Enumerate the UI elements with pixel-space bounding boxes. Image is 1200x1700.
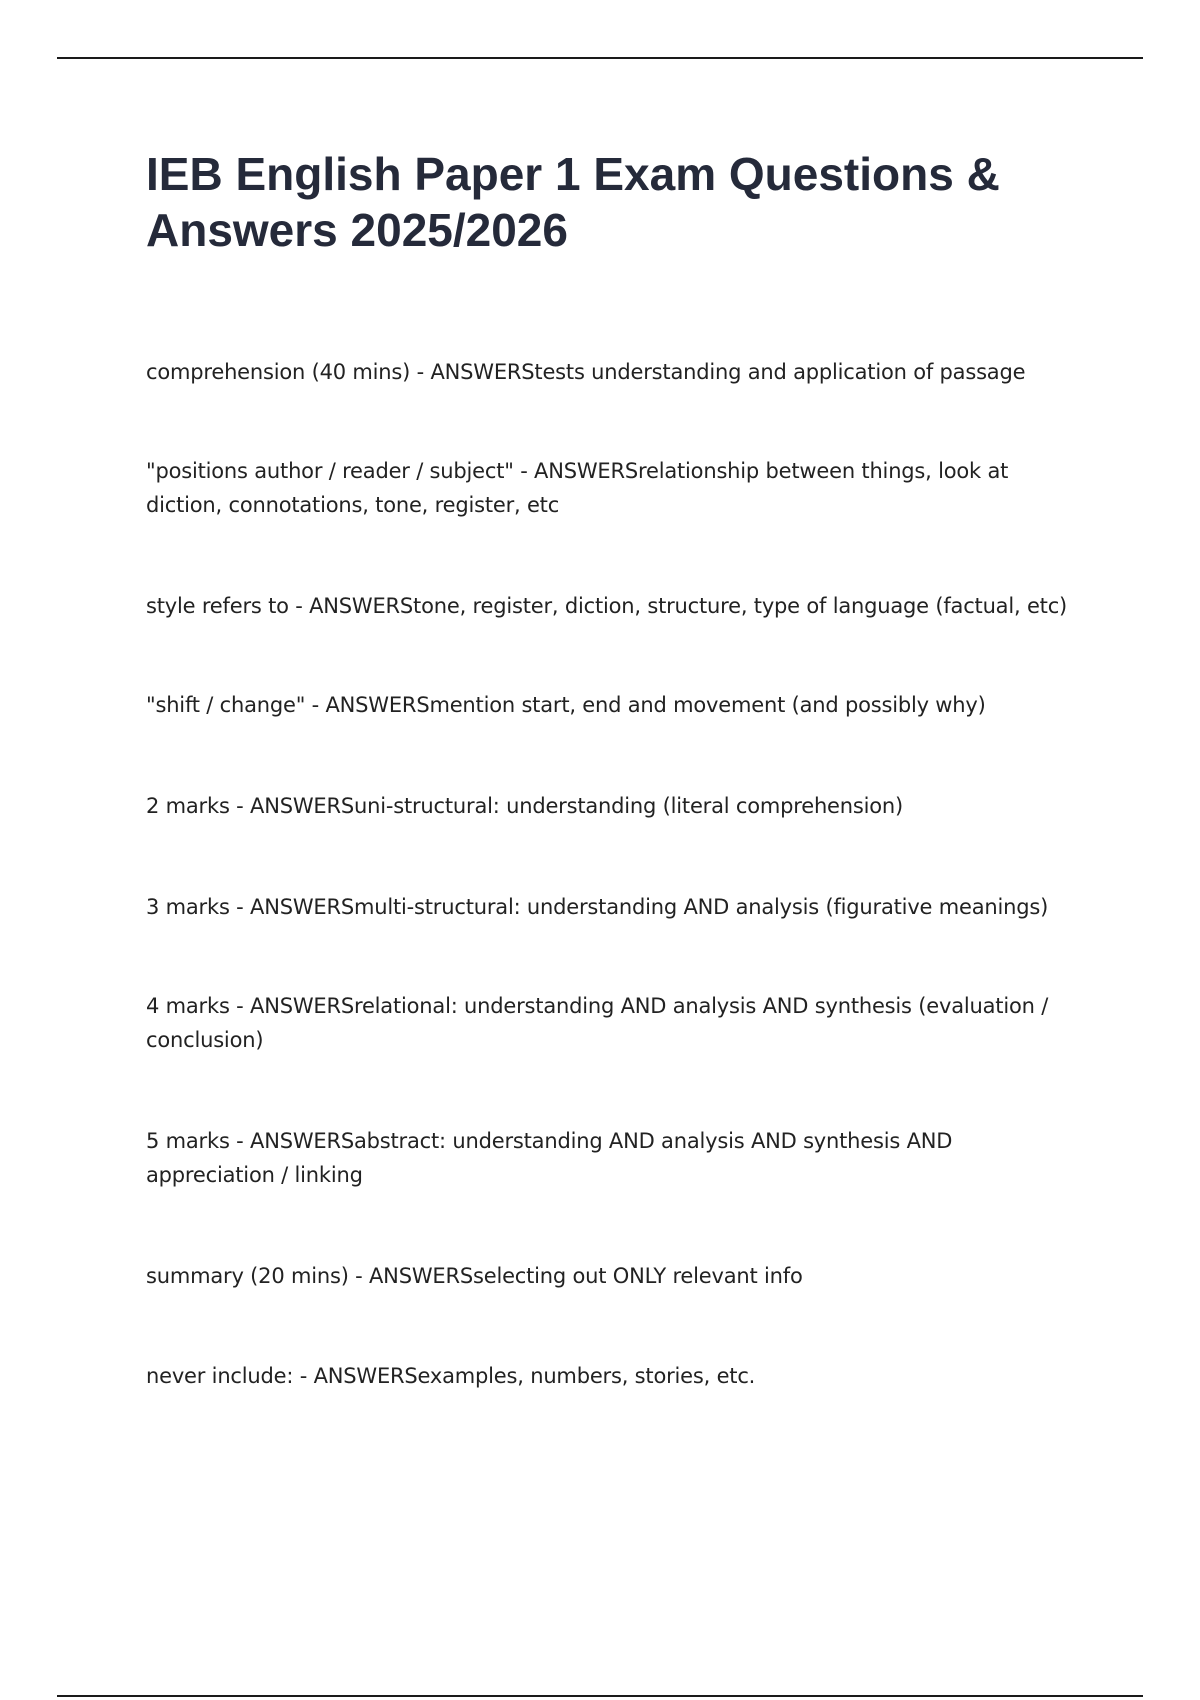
qa-entry: 4 marks - ANSWERSrelational: understanding AND analysis AND synthesis (evaluation / conclusion) [146,994,1049,1052]
qa-entry: comprehension (40 mins) - ANSWERStests understanding and application of passage [146,360,1026,384]
page-title: IEB English Paper 1 Exam Questions & Answers 2025/2026 [146,148,1000,256]
qa-entry: 5 marks - ANSWERSabstract: understanding AND analysis AND synthesis AND appreciation / linking [146,1129,953,1187]
qa-entry: "shift / change" - ANSWERSmention start, end and movement (and possibly why) [146,693,986,717]
qa-entry: summary (20 mins) - ANSWERSselecting out ONLY relevant info [146,1264,803,1288]
qa-entry: 3 marks - ANSWERSmulti-structural: understanding AND analysis (figurative meanings) [146,895,1049,919]
qa-entry: style refers to - ANSWERStone, register, diction, structure, type of language (factual, etc) [146,594,1068,618]
bottom-divider [57,1695,1143,1697]
qa-entry: never include: - ANSWERSexamples, numbers, stories, etc. [146,1364,756,1388]
qa-entry: 2 marks - ANSWERSuni-structural: understanding (literal comprehension) [146,794,904,818]
qa-entry: "positions author / reader / subject" - ANSWERSrelationship between things, look at diction, connotations, tone, register, etc [146,459,1009,517]
top-divider [57,57,1143,59]
